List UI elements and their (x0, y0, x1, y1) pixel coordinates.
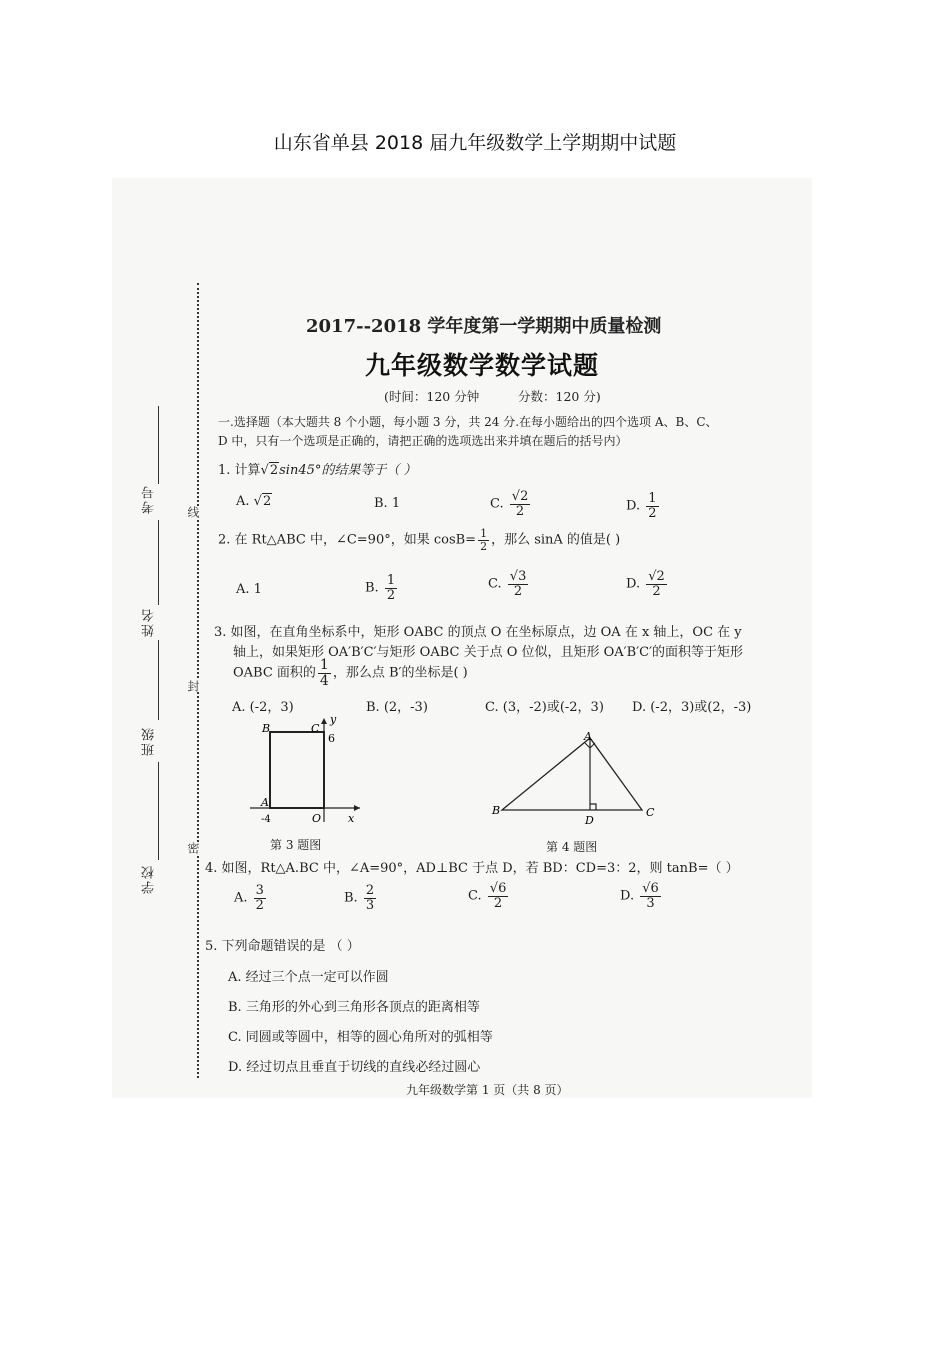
seal-word-line: 线 (186, 506, 200, 518)
school-underline (158, 762, 159, 860)
label-a: A (261, 796, 269, 809)
option-denominator: 2 (515, 503, 525, 519)
option-label: B. (374, 496, 388, 511)
q5-option-c: C. 同圆或等圆中，相等的圆心角所对的弧相等 (228, 1030, 493, 1045)
figure-4-diagram (484, 728, 664, 828)
figure-3-caption: 第 3 题图 (270, 838, 322, 852)
name-label: 姓名 (142, 607, 157, 637)
option-numerator: 1 (648, 491, 657, 506)
right-angle-mark-d (590, 804, 596, 810)
option-denominator: 2 (652, 583, 661, 599)
label-x: x (348, 812, 355, 825)
option-label: D. (626, 498, 641, 514)
label-c: C (311, 722, 320, 735)
q1-suffix: sin45°的结果等于（ ） (279, 463, 417, 478)
label-6: 6 (328, 732, 335, 745)
q1-option-c: C. $\frac{√2}{2}$ (490, 489, 529, 519)
option-label: D. (626, 576, 641, 592)
question-1 (218, 459, 417, 478)
option-numerator: 3 (518, 569, 527, 584)
option-denominator: 3 (646, 895, 655, 911)
label-o: O (312, 812, 322, 825)
option-numerator: 1 (386, 573, 396, 588)
exam-title: 2017--2018 学年度第一学期期中质量检测 (306, 316, 662, 337)
q4-option-c: C. $\frac{√6}{2}$ (468, 881, 507, 911)
option-label: C. (488, 576, 502, 592)
option-numerator: 2 (520, 489, 529, 504)
q2-suffix: ，那么 sinA 的值是( ) (491, 532, 621, 548)
class-label: 班级 (142, 726, 157, 756)
figure-4-caption: 第 4 题图 (546, 840, 598, 854)
exam-score: 分数：120 分) (518, 389, 601, 404)
option-label: C. (468, 888, 482, 904)
q4-option-a (234, 884, 268, 912)
q5-option-d: D. 经过切点且垂直于切线的直线必经过圆心 (228, 1060, 481, 1075)
school-label: 学校 (142, 864, 157, 894)
label-y: y (330, 713, 337, 726)
q5-option-b: B. 三角形的外心到三角形各顶点的距离相等 (228, 1000, 480, 1015)
question-2 (218, 528, 620, 552)
q4-option-b (344, 884, 378, 912)
option-label: A. (236, 582, 250, 597)
label-d: D (585, 814, 594, 827)
option-label: B. (344, 890, 358, 906)
q2-prefix: 2. 在 Rt△ABC 中，∠C=90°，如果 cosB= (218, 532, 477, 548)
label-b: B (262, 722, 271, 735)
exam-number-underline (158, 406, 159, 484)
option-value: 1 (391, 496, 401, 511)
class-underline (158, 640, 159, 720)
q3-frac-num: 1 (319, 657, 329, 673)
q2-option-d: D. $\frac{√2}{2}$ (626, 569, 665, 599)
triangle-abc (502, 738, 642, 810)
q1-radicand: 2 (269, 463, 279, 478)
q3-frac-den: 4 (319, 672, 329, 689)
exam-time: (时间：120 分钟 (384, 389, 480, 404)
q3-option-a: A. (-2，3) (232, 700, 294, 715)
question-3-line2: 轴上，如果矩形 OA′B′C′与矩形 OABC 关于点 O 位似，且矩形 OA′B′C′的面积等于矩形 (233, 645, 744, 660)
question-4: 4. 如图，Rt△A.BC 中，∠A=90°，AD⊥BC 于点 D，若 BD：CD=3：2，则 tanB=（ ） (205, 861, 739, 876)
q4-option-d: D. $\frac{√6}{3}$ (620, 881, 659, 911)
seal-word-secret: 密 (186, 842, 200, 854)
option-denominator: 2 (648, 505, 657, 521)
q1-option-a: A. √2 (236, 494, 272, 509)
question-5: 5. 下列命题错误的是 （ ） (205, 939, 360, 954)
option-label: A. (234, 890, 248, 906)
section-instructions-line2: D 中，只有一个选项是正确的，请把正确的选项选出来并填在题后的括号内） (218, 434, 628, 448)
rectangle-oabc (270, 732, 324, 808)
option-numerator: 2 (365, 883, 375, 898)
q2-frac-num: 1 (480, 527, 488, 540)
option-label: D. (620, 888, 635, 904)
option-denominator: 3 (365, 897, 375, 913)
sqrt-symbol: √2 (260, 463, 279, 478)
option-numerator: 6 (650, 881, 659, 896)
q3-line3-suffix: ，那么点 B′的坐标是( ) (332, 665, 468, 681)
q1-option-b (374, 496, 400, 511)
option-denominator: 2 (493, 895, 503, 911)
option-label: B. (365, 580, 379, 596)
option-denominator: 2 (255, 897, 264, 913)
option-value: 1 (253, 582, 262, 597)
option-denominator: 2 (513, 583, 523, 599)
x-axis-arrow (354, 805, 360, 811)
q3-option-c: C. (3，-2)或(-2，3) (485, 700, 604, 715)
q3-line3-prefix: OABC 面积的 (233, 665, 316, 681)
q1-option-d (626, 492, 661, 520)
exam-number-label: 考号 (142, 484, 157, 514)
option-label: C. (490, 496, 504, 512)
seal-word-seal: 封 (186, 680, 200, 692)
option-numerator: 3 (255, 883, 264, 898)
q2-option-c: C. $\frac{√3}{2}$ (488, 569, 527, 599)
label-b: B (492, 804, 501, 817)
section-instructions-line1: 一.选择题（本大题共 8 个小题，每小题 3 分，共 24 分.在每小题给出的四个选项 A、B、C、 (218, 415, 718, 429)
exam-main-title: 九年级数学数学试题 (365, 351, 600, 380)
name-underline (158, 520, 159, 605)
q3-option-d: D. (-2，3)或(2，-3) (632, 700, 752, 715)
label-a: A (584, 730, 592, 743)
y-axis-arrow (321, 718, 327, 724)
figure-3-diagram (240, 712, 370, 830)
option-numerator: 6 (498, 881, 507, 896)
question-3-line1: 3. 如图，在直角坐标系中，矩形 OABC 的顶点 O 在坐标原点，边 OA 在 x 轴上，OC 在 y (214, 625, 742, 640)
q2-frac-den: 2 (480, 539, 488, 553)
option-numerator: 2 (656, 569, 665, 584)
label-c: C (646, 806, 655, 819)
option-label: A. (236, 494, 250, 509)
q5-option-a: A. 经过三个点一定可以作圆 (228, 970, 389, 985)
option-denominator: 2 (386, 587, 396, 603)
q2-option-a (236, 582, 262, 597)
document-title: 山东省单县 2018 届九年级数学上学期期中试题 (273, 132, 677, 154)
q3-option-b: B. (2，-3) (366, 700, 428, 715)
q1-prefix: 1. 计算 (218, 463, 261, 478)
page-footer: 九年级数学第 1 页（共 8 页） (406, 1083, 569, 1097)
option-radicand: 2 (262, 494, 272, 509)
label-minus-4: -4 (261, 814, 271, 825)
question-3-line3 (233, 658, 468, 688)
q2-option-b (365, 574, 399, 602)
